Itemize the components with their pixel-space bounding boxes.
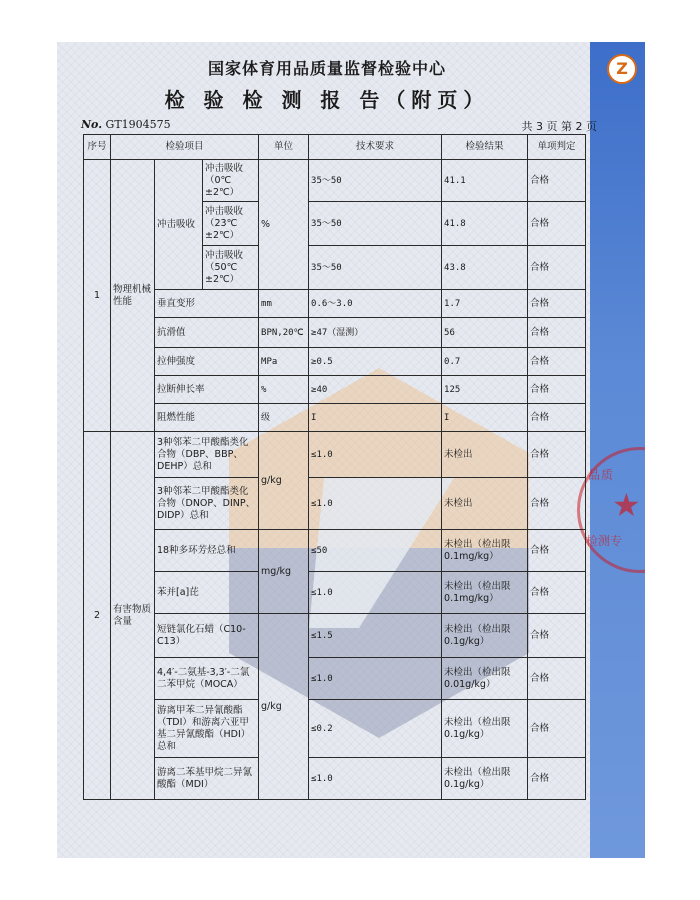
result-cell: I: [442, 404, 528, 432]
table-row: [84, 700, 586, 758]
item-cell: 游离甲苯二异氰酸酯（TDI）和游离六亚甲基二异氰酸酯（HDI）总和: [155, 700, 259, 758]
judgement-cell: 合格: [528, 348, 586, 376]
result-cell: 1.7: [442, 290, 528, 318]
table-row: [84, 348, 586, 376]
judgement-cell: 合格: [528, 376, 586, 404]
judgement-cell: 合格: [528, 478, 586, 530]
result-cell: 43.8: [442, 246, 528, 290]
requirement-cell: ≤1.5: [309, 614, 442, 658]
result-cell: 125: [442, 376, 528, 404]
category-cell: 有害物质含量: [111, 432, 155, 800]
impact-group-cell: 冲击吸收: [155, 160, 203, 290]
report-title: 检 验 检 测 报 告（附页）: [164, 88, 490, 112]
stamp-text-bottom: 检测专: [586, 534, 623, 548]
table-header-row: [84, 135, 586, 160]
judgement-cell: 合格: [528, 614, 586, 658]
unit-cell: mg/kg: [259, 530, 309, 614]
table-row: [84, 318, 586, 348]
judgement-cell: 合格: [528, 658, 586, 700]
result-cell: 56: [442, 318, 528, 348]
requirement-cell: ≤1.0: [309, 478, 442, 530]
page-count: 共 3 页 第 2 页: [521, 120, 597, 133]
subitem-cell: 冲击吸收（50℃±2℃）: [203, 246, 259, 290]
requirement-cell: I: [309, 404, 442, 432]
judgement-cell: 合格: [528, 246, 586, 290]
judgement-cell: 合格: [528, 404, 586, 432]
result-cell: 0.7: [442, 348, 528, 376]
requirement-cell: ≥0.5: [309, 348, 442, 376]
result-cell: 41.8: [442, 202, 528, 246]
table-row: [84, 160, 586, 202]
item-cell: 游离二苯基甲烷二异氰酸酯（MDI）: [155, 758, 259, 800]
item-cell: 3种邻苯二甲酸酯类化合物（DBP、BBP、DEHP）总和: [155, 432, 259, 478]
requirement-cell: ≤1.0: [309, 658, 442, 700]
result-cell: 未检出: [442, 432, 528, 478]
table-row: [84, 290, 586, 318]
table-row: [84, 658, 586, 700]
table-row: [84, 432, 586, 478]
report-page: [57, 42, 645, 858]
item-cell: 垂直变形: [155, 290, 259, 318]
col-header-item: 检验项目: [111, 135, 259, 160]
unit-cell: mm: [259, 290, 309, 318]
col-header-seq: 序号: [84, 135, 111, 160]
org-title: 国家体育用品质量监督检验中心: [207, 59, 446, 78]
result-cell: 未检出（检出限0.1mg/kg）: [442, 572, 528, 614]
unit-cell: %: [259, 376, 309, 404]
requirement-cell: ≥47（湿测）: [309, 318, 442, 348]
subitem-cell: 冲击吸收（23℃±2℃）: [203, 202, 259, 246]
requirement-cell: ≤0.2: [309, 700, 442, 758]
table-row: [84, 758, 586, 800]
unit-cell: g/kg: [259, 432, 309, 530]
subitem-cell: 冲击吸收（0℃±2℃）: [203, 160, 259, 202]
judgement-cell: 合格: [528, 530, 586, 572]
result-cell: 未检出（检出限0.01g/kg）: [442, 658, 528, 700]
item-cell: 3种邻苯二甲酸酯类化合物（DNOP、DINP、DIDP）总和: [155, 478, 259, 530]
report-number: [81, 118, 171, 131]
table-row: [84, 404, 586, 432]
stamp-text-top: 品质: [588, 468, 615, 482]
item-cell: 抗滑值: [155, 318, 259, 348]
unit-cell: %: [259, 160, 309, 290]
table-row: [84, 614, 586, 658]
unit-cell: 级: [259, 404, 309, 432]
judgement-cell: 合格: [528, 318, 586, 348]
result-cell: 未检出（检出限0.1g/kg）: [442, 758, 528, 800]
item-cell: 苯并[a]芘: [155, 572, 259, 614]
unit-cell: BPN,20℃: [259, 318, 309, 348]
table-row: [84, 478, 586, 530]
judgement-cell: 合格: [528, 758, 586, 800]
col-header-requirement: 技术要求: [309, 135, 442, 160]
result-cell: 41.1: [442, 160, 528, 202]
item-cell: 拉断伸长率: [155, 376, 259, 404]
table-row: [84, 376, 586, 404]
judgement-cell: 合格: [528, 432, 586, 478]
requirement-cell: 35～50: [309, 246, 442, 290]
judgement-cell: 合格: [528, 160, 586, 202]
item-cell: 4,4′-二氨基-3,3′-二氯二苯甲烷（MOCA）: [155, 658, 259, 700]
col-header-result: 检验结果: [442, 135, 528, 160]
judgement-cell: 合格: [528, 700, 586, 758]
result-cell: 未检出（检出限0.1mg/kg）: [442, 530, 528, 572]
result-cell: 未检出: [442, 478, 528, 530]
requirement-cell: ≤50: [309, 530, 442, 572]
unit-cell: g/kg: [259, 614, 309, 800]
requirement-cell: 0.6～3.0: [309, 290, 442, 318]
col-header-judgement: 单项判定: [528, 135, 586, 160]
logo-icon: Z: [607, 54, 637, 84]
requirement-cell: ≥40: [309, 376, 442, 404]
star-icon: ★: [612, 486, 641, 524]
item-cell: 阻燃性能: [155, 404, 259, 432]
result-cell: 未检出（检出限0.1g/kg）: [442, 700, 528, 758]
category-cell: 物理机械性能: [111, 160, 155, 432]
result-cell: 未检出（检出限0.1g/kg）: [442, 614, 528, 658]
requirement-cell: 35～50: [309, 160, 442, 202]
unit-cell: MPa: [259, 348, 309, 376]
report-number-value: GT1904575: [105, 118, 171, 131]
col-header-unit: 单位: [259, 135, 309, 160]
item-cell: 短链氯化石蜡（C10-C13）: [155, 614, 259, 658]
item-cell: 18种多环芳烃总和: [155, 530, 259, 572]
table-row: [84, 530, 586, 572]
requirement-cell: ≤1.0: [309, 572, 442, 614]
judgement-cell: 合格: [528, 572, 586, 614]
requirement-cell: ≤1.0: [309, 432, 442, 478]
report-number-prefix: No.: [81, 118, 103, 131]
judgement-cell: 合格: [528, 290, 586, 318]
requirement-cell: ≤1.0: [309, 758, 442, 800]
seq-cell: 2: [84, 432, 111, 800]
results-table: [83, 134, 586, 800]
seq-cell: 1: [84, 160, 111, 432]
table-row: [84, 572, 586, 614]
judgement-cell: 合格: [528, 202, 586, 246]
official-stamp: [577, 447, 645, 573]
requirement-cell: 35～50: [309, 202, 442, 246]
item-cell: 拉伸强度: [155, 348, 259, 376]
